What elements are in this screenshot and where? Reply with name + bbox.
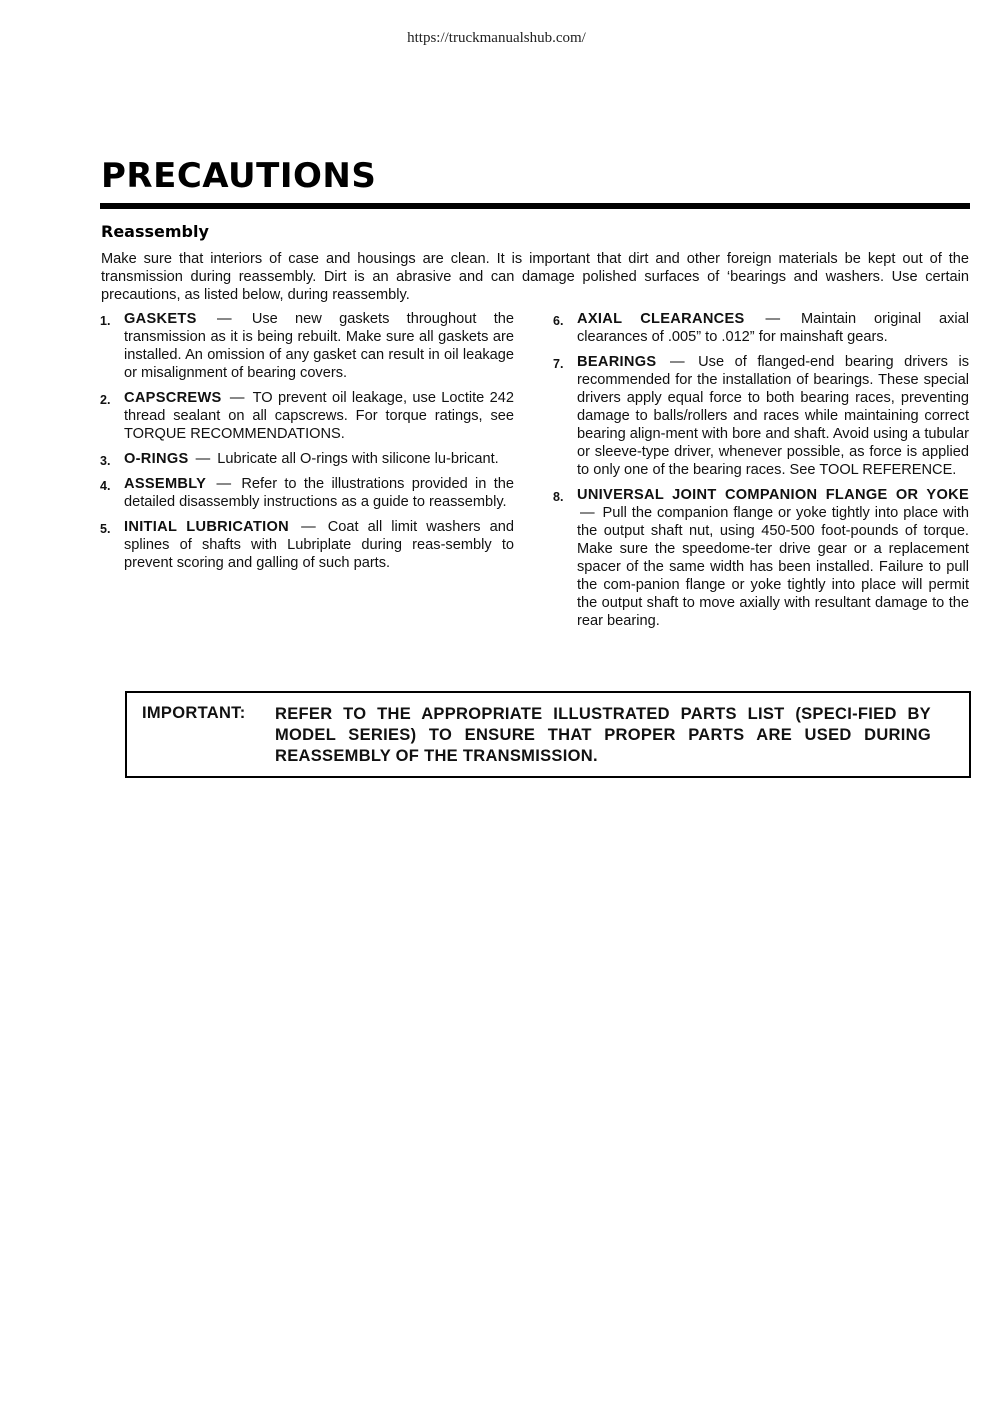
item-title: AXIAL CLEARANCES	[577, 311, 745, 327]
item-separator: —	[216, 311, 232, 327]
item-number: 1.	[100, 314, 111, 328]
item-separator: —	[669, 354, 685, 370]
item-title: INITIAL LUBRICATION	[124, 519, 290, 535]
item-text: Use new gaskets throughout the transmission as it is being rebuilt. Make sure all gaskets are installed. An omission of any gasket can result in oil leakage or misalignment of bearing covers.	[124, 311, 514, 381]
item-text: Refer to the illustrations provided in the detailed disassembly instructions as a guide to reassembly.	[124, 476, 514, 510]
intro-paragraph: Make sure that interiors of case and housings are clean. It is important that dirt and other foreign materials be kept out of the transmission during reassembly. Dirt is an abrasive and can damage polished surfaces of ‘bearings and washers. Use certain precautions, as listed below, during reassembly.	[101, 251, 969, 303]
item-text: Pull the companion flange or yoke tightly into place with the output shaft nut, using 450-500 foot-pounds of torque. Make sure the speedome-ter drive gear or a replacement spacer of the same width has been installed. Failure to pull the com-panion flange or yoke tightly into place will permit the output shaft to move axially with resultant damage to the rear bearing.	[577, 505, 969, 629]
item-number: 5.	[100, 522, 111, 536]
item-separator: —	[765, 311, 781, 327]
item-number: 4.	[100, 479, 111, 493]
item-separator: —	[216, 476, 232, 492]
item-text: Lubricate all O-rings with silicone lu-bricant.	[217, 451, 499, 467]
precautions-right-column	[553, 310, 969, 637]
item-separator: —	[229, 390, 245, 406]
item-separator: —	[301, 519, 316, 535]
item-title: ASSEMBLY	[124, 476, 207, 492]
title-rule	[100, 203, 970, 209]
precautions-left-column	[100, 310, 514, 579]
item-number: 8.	[553, 490, 564, 504]
item-title: CAPSCREWS	[124, 390, 222, 406]
item-number: 6.	[553, 314, 564, 328]
item-number: 2.	[100, 393, 111, 407]
precaution-item-assembly	[100, 475, 514, 511]
item-title: O-RINGS	[124, 451, 189, 467]
item-title: BEARINGS	[577, 354, 657, 370]
precaution-item-axial-clearances	[553, 310, 969, 346]
item-separator: —	[580, 505, 595, 521]
precaution-item-bearings	[553, 353, 969, 479]
source-url: https://truckmanualshub.com/	[407, 30, 586, 46]
precaution-item-o-rings	[100, 450, 514, 468]
precaution-item-universal-joint	[553, 486, 969, 630]
item-number: 3.	[100, 454, 111, 468]
item-text: TO prevent oil leakage, use Loctite 242 thread sealant on all capscrews. For torque ratings, see TORQUE RECOMMENDATIONS.	[124, 390, 514, 442]
precaution-item-gaskets	[100, 310, 514, 382]
item-number: 7.	[553, 357, 564, 371]
precaution-item-initial-lubrication	[100, 518, 514, 572]
item-title: UNIVERSAL JOINT COMPANION FLANGE OR YOKE	[577, 487, 969, 503]
item-separator: —	[195, 451, 211, 467]
item-text: Maintain original axial clearances of .005” to .012” for mainshaft gears.	[577, 311, 970, 345]
item-title: GASKETS	[124, 311, 197, 327]
precaution-item-capscrews	[100, 389, 514, 443]
important-label: IMPORTANT:	[142, 704, 246, 722]
item-text: Use of flanged-end bearing drivers is recommended for the installation of bearings. These special drivers apply equal force to both bearing races, preventing damage to balls/rollers and races while maintaining correct bearing align-ment with bore and shaft. Avoid using a tubular or sleeve-type driver, whenever possible, as force is applied to only one of the bearing races. See TOOL REFERENCE.	[577, 354, 970, 478]
page-title: PRECAUTIONS	[101, 156, 377, 196]
item-text: Coat all limit washers and splines of shafts with Lubriplate during reas-sembly to prevent scoring and galling of such parts.	[124, 519, 515, 571]
important-notice-box	[125, 691, 971, 778]
section-heading: Reassembly	[101, 222, 209, 241]
important-text: REFER TO THE APPROPRIATE ILLUSTRATED PARTS LIST (SPECI-FIED BY MODEL SERIES) TO ENSURE THAT PROPER PARTS ARE USED DURING REASSEMBLY OF THE TRANSMISSION.	[275, 705, 931, 765]
